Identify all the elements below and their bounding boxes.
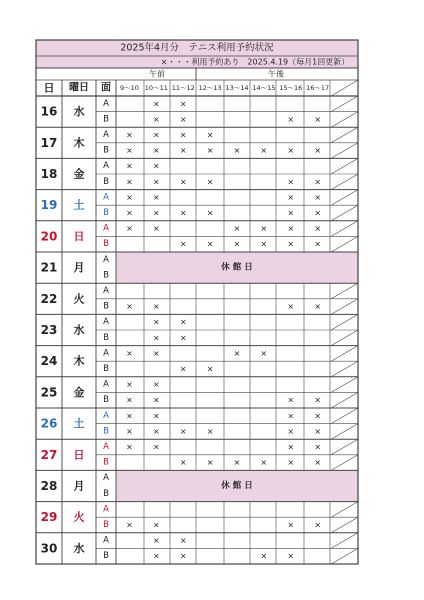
reservation-mark: × [206, 130, 214, 140]
diagonal-line [331, 439, 358, 455]
reservation-mark: × [126, 224, 133, 234]
court-b-label: B [103, 364, 109, 374]
reservation-mark: × [314, 442, 322, 452]
slot-header: 15～16 [279, 84, 303, 92]
day-number: 17 [40, 135, 58, 150]
court-a-label: A [103, 317, 109, 328]
slot-header: 13～14 [225, 84, 249, 92]
court-b-label: B [103, 301, 109, 312]
court-b-label: B [103, 395, 109, 406]
reservation-mark: × [260, 458, 268, 468]
reservation-mark: × [152, 395, 160, 405]
diagonal-line [331, 283, 358, 299]
reservation-mark: × [260, 146, 268, 156]
reservation-mark: × [126, 208, 133, 218]
court-a-label: A [103, 504, 109, 515]
reservation-mark: × [287, 520, 295, 530]
reservation-mark: × [152, 114, 160, 124]
court-b-label: B [103, 114, 109, 125]
reservation-mark: × [314, 208, 322, 218]
reservation-mark: × [152, 146, 160, 156]
day-number: 21 [40, 260, 58, 275]
court-a-label: A [103, 348, 109, 359]
weekday: 日 [73, 229, 85, 243]
court-a-label: A [103, 473, 109, 484]
reservation-mark: × [152, 99, 160, 109]
afternoon-header: 午後 [268, 69, 284, 79]
reservation-mark: × [287, 426, 295, 436]
reservation-mark: × [206, 146, 214, 156]
reservation-mark: × [152, 161, 160, 171]
reservation-mark: × [233, 146, 241, 156]
weekday: 金 [73, 385, 85, 399]
court-a-label: A [103, 254, 109, 265]
reservation-mark: × [233, 239, 241, 249]
diagonal-line [331, 96, 358, 112]
day-number: 28 [40, 479, 58, 493]
weekday: 木 [73, 136, 85, 150]
court-b-label: B [103, 426, 109, 437]
reservation-mark: × [152, 442, 160, 452]
court-b-label: B [103, 145, 109, 156]
day-number: 23 [40, 323, 58, 337]
diagonal-line [331, 221, 358, 237]
court-column-header: 面 [101, 82, 111, 94]
closed-label: 休 館 日 [221, 262, 253, 273]
weekday-column-header: 曜日 [69, 82, 89, 94]
reservation-mark: × [152, 333, 160, 343]
weekday: 水 [73, 105, 85, 119]
reservation-mark: × [206, 364, 214, 374]
weekday: 火 [73, 292, 85, 306]
reservation-mark: × [314, 224, 322, 234]
reservation-mark: × [152, 177, 160, 187]
reservation-mark: × [206, 208, 214, 218]
reservation-mark: × [126, 302, 133, 312]
reservation-mark: × [179, 239, 187, 249]
diagonal-line [331, 330, 358, 346]
reservation-mark: × [152, 426, 160, 436]
reservation-mark: × [287, 411, 295, 421]
slot-header: 14～15 [252, 84, 276, 92]
weekday: 月 [73, 479, 85, 493]
court-b-label: B [103, 208, 109, 218]
reservation-mark: × [179, 426, 187, 436]
reservation-mark: × [179, 317, 187, 327]
diagonal-line [331, 80, 358, 96]
day-number: 19 [40, 198, 58, 213]
reservation-mark: × [287, 224, 295, 234]
court-a-label: A [103, 161, 109, 172]
day-number: 22 [40, 291, 58, 306]
reservation-mark: × [179, 146, 187, 156]
day-number: 24 [40, 354, 58, 369]
court-a-label: A [103, 442, 109, 452]
diagonal-line [331, 455, 358, 471]
court-b-label: B [103, 488, 109, 499]
reservation-mark: × [126, 348, 133, 358]
diagonal-line [331, 299, 358, 315]
reservation-mark: × [179, 208, 187, 218]
weekday: 土 [73, 417, 85, 431]
reservation-mark: × [152, 380, 160, 390]
reservation-mark: × [152, 317, 160, 327]
diagonal-line [331, 392, 358, 408]
reservation-mark: × [260, 239, 268, 249]
day-number: 18 [40, 167, 58, 181]
court-b-label: B [103, 457, 109, 468]
court-a-label: A [103, 130, 109, 140]
reservation-mark: × [206, 426, 214, 436]
reservation-mark: × [287, 302, 295, 312]
reservation-mark: × [287, 458, 295, 468]
reservation-mark: × [314, 520, 322, 530]
diagonal-line [331, 533, 358, 549]
diagonal-line [331, 112, 358, 128]
day-number: 25 [40, 385, 58, 400]
slot-header: 16～17 [306, 84, 330, 92]
day-number: 20 [40, 229, 58, 244]
reservation-mark: × [260, 551, 268, 561]
reservation-mark: × [152, 551, 160, 561]
reservation-mark: × [233, 458, 241, 468]
diagonal-line [331, 205, 358, 221]
reservation-mark: × [314, 192, 322, 202]
weekday: 木 [73, 354, 85, 368]
reservation-mark: × [206, 177, 214, 187]
reservation-mark: × [179, 114, 187, 124]
reservation-mark: × [314, 177, 322, 187]
reservation-mark: × [287, 146, 295, 156]
reservation-mark: × [233, 224, 241, 234]
reservation-mark: × [152, 411, 160, 421]
court-b-label: B [103, 520, 109, 530]
reservation-mark: × [126, 192, 133, 202]
diagonal-line [331, 174, 358, 190]
court-a-label: A [103, 535, 109, 546]
diagonal-line [331, 158, 358, 174]
reservation-mark: × [152, 520, 160, 530]
diagonal-line [331, 314, 358, 330]
reservation-mark: × [126, 395, 133, 405]
reservation-mark: × [314, 411, 322, 421]
reservation-mark: × [206, 458, 214, 468]
reservation-mark: × [126, 380, 133, 390]
day-number: 30 [40, 541, 58, 556]
reservation-mark: × [179, 130, 187, 140]
slot-header: 9～10 [119, 84, 139, 92]
diagonal-line [331, 424, 358, 440]
reservation-mark: × [179, 551, 187, 561]
reservation-mark: × [314, 114, 322, 124]
day-number: 26 [40, 416, 58, 431]
day-number: 16 [40, 104, 58, 119]
reservation-mark: × [179, 536, 187, 546]
day-number: 29 [40, 510, 58, 525]
reservation-mark: × [152, 208, 160, 218]
day-number: 27 [40, 447, 58, 462]
court-b-label: B [103, 239, 109, 250]
reservation-mark: × [126, 161, 133, 171]
court-a-label: A [103, 286, 109, 296]
court-b-label: B [103, 270, 109, 281]
reservation-mark: × [152, 192, 160, 202]
reservation-mark: × [152, 348, 160, 358]
reservation-mark: × [152, 302, 160, 312]
diagonal-line [331, 408, 358, 424]
court-b-label: B [103, 176, 109, 187]
weekday: 水 [73, 541, 85, 555]
reservation-mark: × [260, 224, 268, 234]
reservation-mark: × [287, 114, 295, 124]
reservation-mark: × [152, 536, 160, 546]
diagonal-line [331, 377, 358, 393]
diagonal-line [331, 346, 358, 362]
slot-header: 12～13 [198, 84, 222, 92]
diagonal-line [331, 236, 358, 252]
day-column-header: 日 [43, 81, 55, 95]
weekday: 日 [73, 448, 85, 462]
weekday: 火 [73, 510, 85, 524]
court-a-label: A [103, 192, 109, 203]
reservation-mark: × [126, 442, 133, 452]
court-a-label: A [103, 410, 109, 421]
diagonal-line [331, 517, 358, 533]
diagonal-line [331, 190, 358, 206]
court-b-label: B [103, 332, 109, 343]
legend-note: ×・・・利用予約あり 2025.4.19（毎月1回更新） [160, 57, 350, 67]
reservation-mark: × [179, 458, 187, 468]
reservation-mark: × [152, 130, 160, 140]
reservation-mark: × [287, 177, 295, 187]
reservation-mark: × [126, 520, 133, 530]
morning-header: 午前 [149, 69, 165, 79]
reservation-mark: × [126, 426, 133, 436]
reservation-mark: × [287, 442, 295, 452]
reservation-mark: × [179, 364, 187, 374]
closed-label: 休 館 日 [221, 481, 253, 491]
reservation-mark: × [126, 130, 133, 140]
court-a-label: A [103, 379, 109, 390]
diagonal-line [331, 502, 358, 518]
reservation-mark: × [314, 395, 322, 405]
page-title: 2025年4月分 テニス利用予約状況 [120, 42, 274, 54]
reservation-mark: × [179, 99, 187, 109]
reservation-mark: × [179, 333, 187, 343]
reservation-mark: × [314, 146, 322, 156]
reservation-mark: × [287, 192, 295, 202]
reservation-mark: × [287, 551, 295, 561]
reservation-mark: × [179, 177, 187, 187]
weekday: 水 [73, 323, 85, 337]
reservation-mark: × [314, 458, 322, 468]
slot-header: 10～11 [144, 84, 168, 92]
reservation-mark: × [287, 208, 295, 218]
reservation-mark: × [314, 302, 322, 312]
diagonal-line [331, 548, 358, 564]
reservation-mark: × [152, 224, 160, 234]
reservation-mark: × [206, 239, 214, 249]
slot-header: 11～12 [171, 84, 195, 92]
court-b-label: B [103, 551, 109, 562]
court-a-label: A [103, 223, 109, 234]
reservation-mark: × [233, 348, 241, 358]
diagonal-line [331, 361, 358, 377]
diagonal-line [331, 127, 358, 143]
weekday: 土 [73, 198, 85, 212]
weekday: 月 [73, 261, 85, 275]
reservation-mark: × [314, 239, 322, 249]
reservation-mark: × [287, 395, 295, 405]
reservation-mark: × [126, 177, 133, 187]
reservation-mark: × [314, 426, 322, 436]
diagonal-line [331, 143, 358, 159]
weekday: 金 [73, 167, 85, 181]
reservation-mark: × [287, 239, 295, 249]
reservation-mark: × [126, 411, 133, 421]
reservation-mark: × [260, 348, 268, 358]
court-a-label: A [103, 98, 109, 109]
reservation-mark: × [126, 146, 133, 156]
